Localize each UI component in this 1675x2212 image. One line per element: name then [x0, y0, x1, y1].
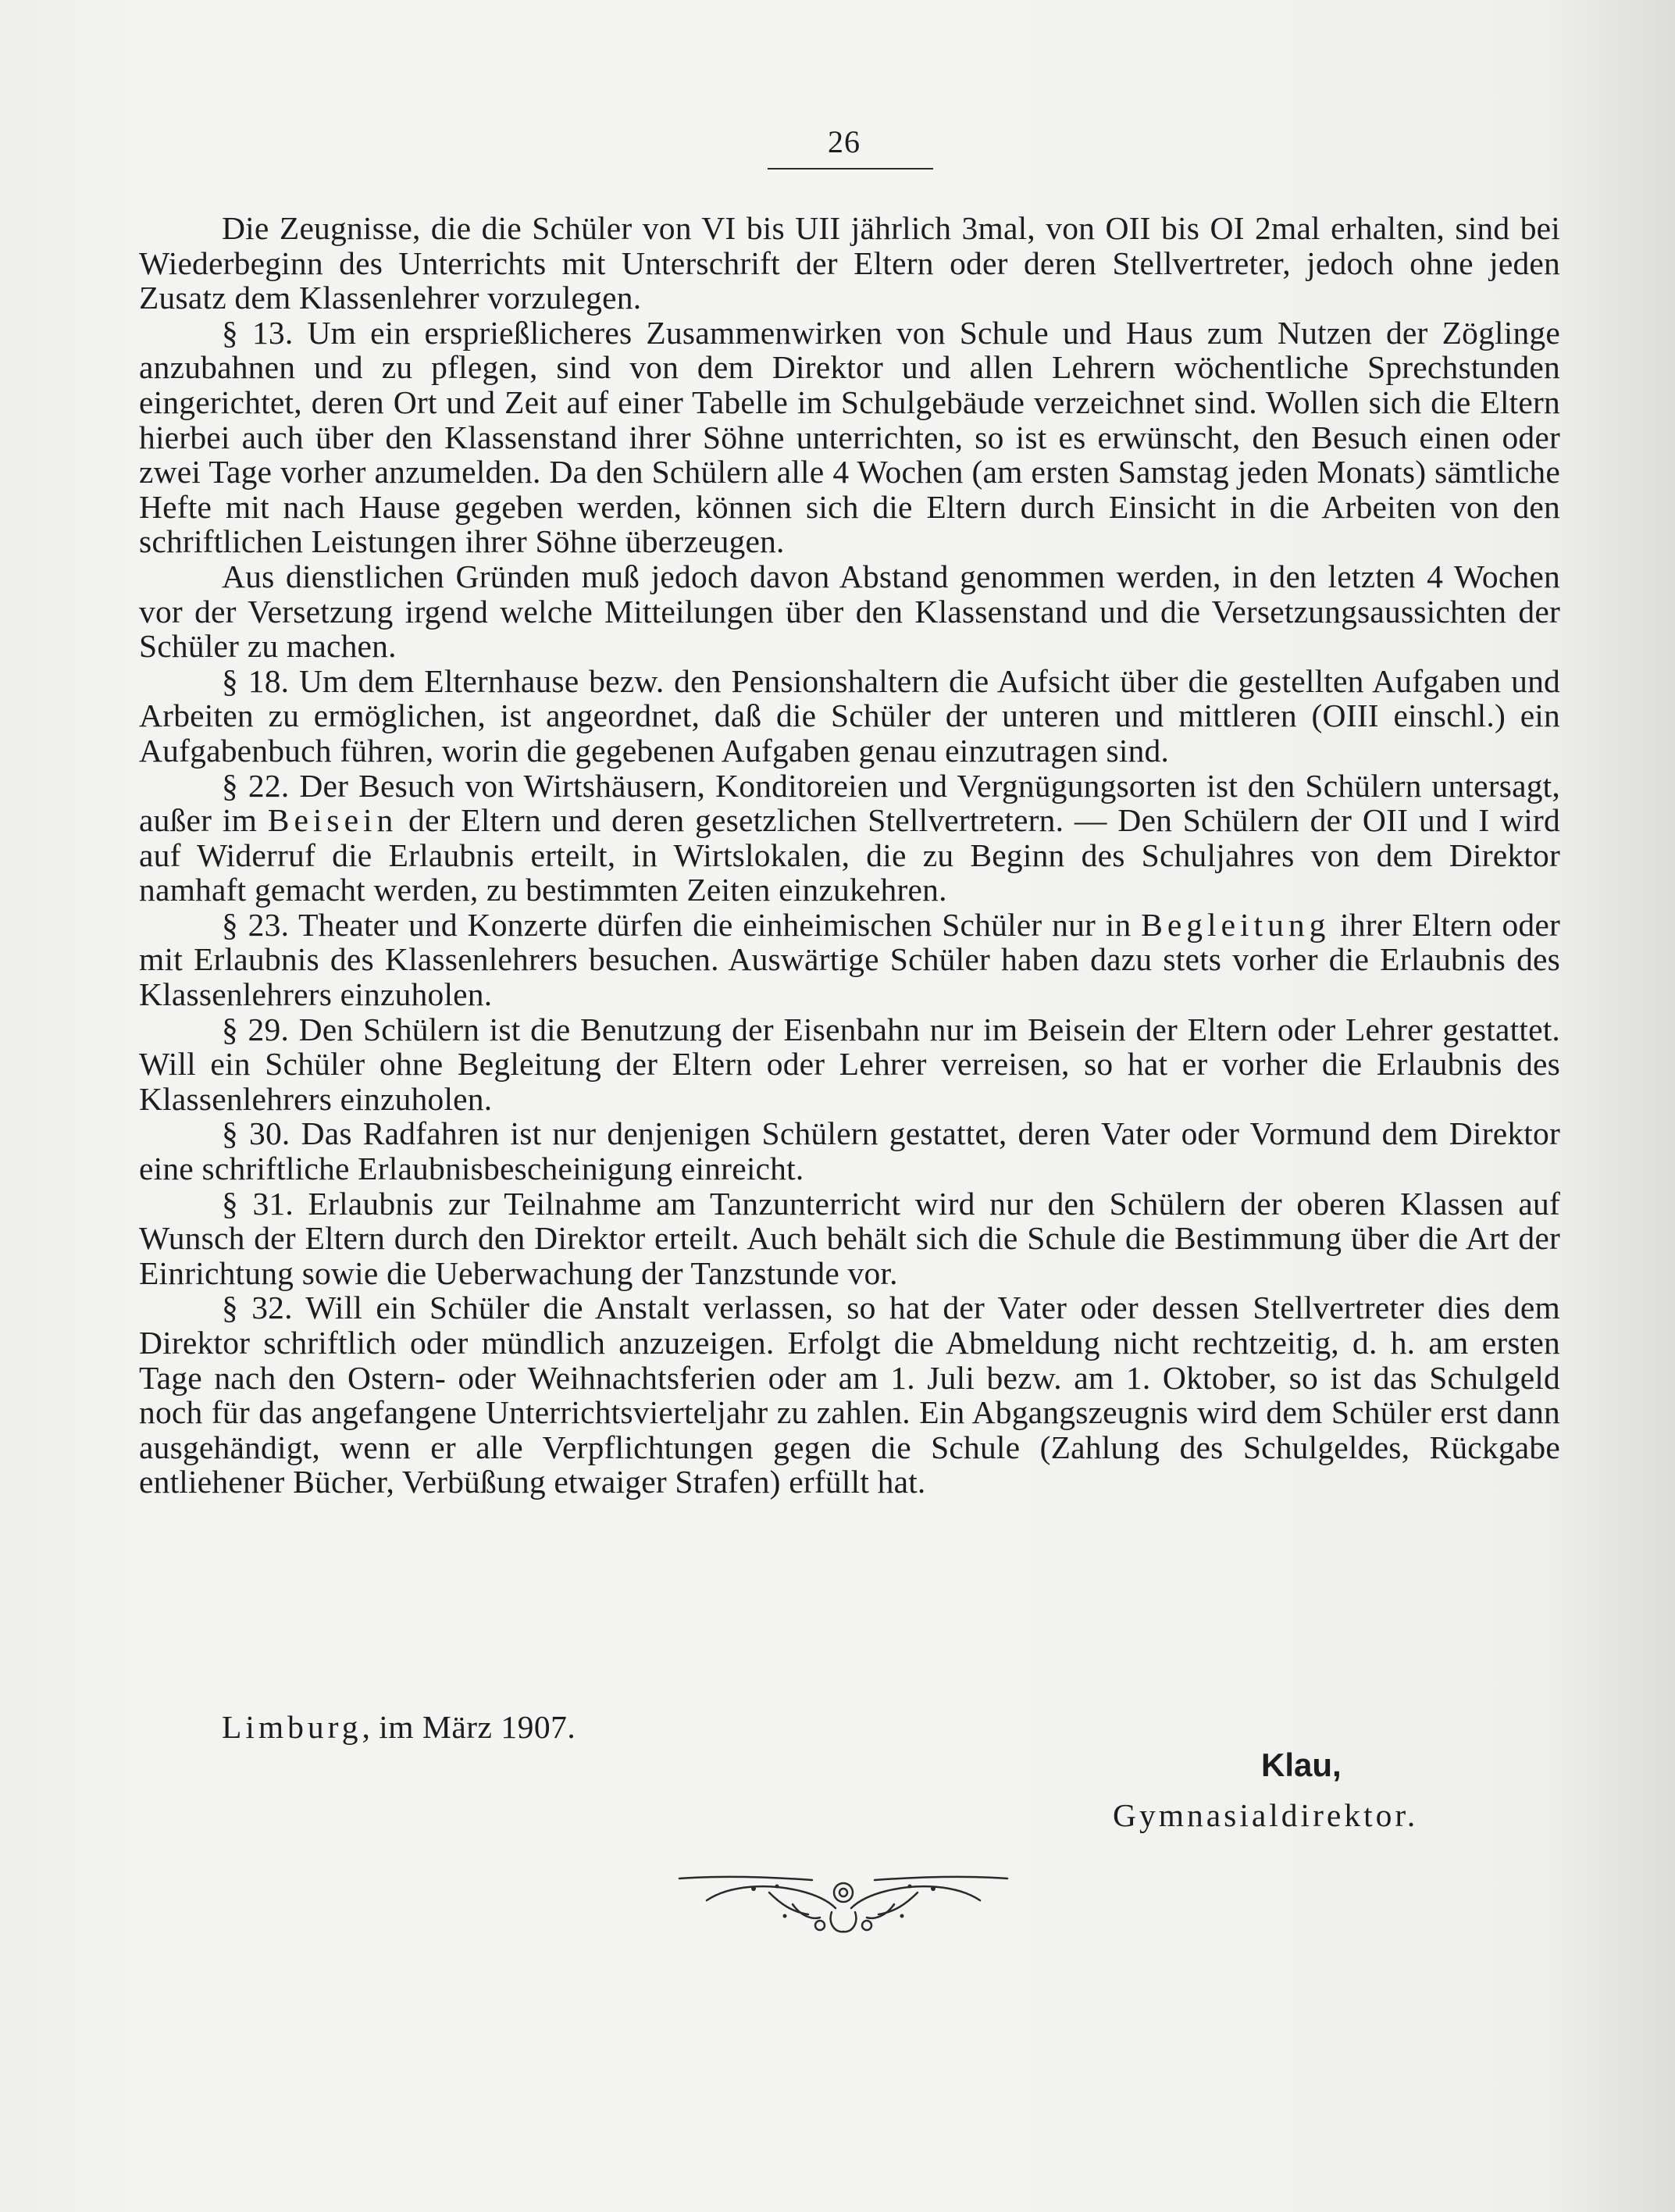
paragraph-par-29: [139, 1012, 1560, 1117]
paragraph-text: § 29. Den Schülern ist die Benutzung der Eisenbahn nur im Beisein der Eltern oder Lehrer gestattet. Will ein Schüler ohne Begleitung der Eltern oder Lehrer verreisen, so hat er vorher die Erlaubnis des Klassenlehrers einzuholen.: [139, 1011, 1560, 1117]
emphasis-text: Begleitung: [1141, 906, 1331, 943]
paragraph-text: Die Zeugnisse, die die Schüler von VI bis UII jährlich 3mal, von OII bis OI 2mal erhalten, sind bei Wiederbeginn des Unterrichts mit Unterschrift der Eltern oder deren Stellvertreter, jedoch ohne jeden Zusatz dem Klassenlehrer vorzulegen.: [139, 210, 1560, 316]
header-rule: [768, 168, 933, 169]
body-text: [139, 211, 1560, 1500]
paragraph-par-13: [139, 316, 1560, 559]
paragraph-text: § 13. Um ein ersprießlicheres Zusammenwirken von Schule und Haus zum Nutzen der Zöglinge anzubahnen und zu pflegen, sind von dem Direktor und allen Lehrern wöchentliche Sprechstunden eingerichtet, deren Ort und Zeit auf einer Tabelle im Schulgebäude verzeichnet sind. Wollen sich die Eltern hierbei auch über den Klassenstand ihrer Söhne unterrichten, so ist es erwünscht, den Besuch einen oder zwei Tage vorher anzumelden. Da den Schülern alle 4 Wochen (am ersten Samstag jeden Monats) sämtliche Hefte mit nach Hause gegeben werden, können sich die Eltern durch Einsicht in die Arbeiten von den schriftlichen Leistungen ihrer Söhne überzeugen.: [139, 314, 1560, 560]
closing-line: [222, 1708, 576, 1746]
paragraph-text: § 31. Erlaubnis zur Teilnahme am Tanzunterricht wird nur den Schülern der oberen Klassen auf Wunsch der Eltern durch den Direktor erteilt. Auch behält sich die Schule die Bestimmung über die Art der Einrichtung sowie die Ueberwachung der Tanzstunde vor.: [139, 1185, 1560, 1291]
signature-name: Klau,: [1261, 1746, 1342, 1783]
emphasis-text: Beisein: [267, 802, 398, 839]
signature-title: Gymnasialdirektor.: [1113, 1797, 1419, 1833]
paragraph-par-32: [139, 1290, 1560, 1500]
paragraph-par-18: [139, 664, 1560, 769]
paragraph-text: § 23. Theater und Konzerte dürfen die einheimischen Schüler nur in: [222, 906, 1142, 943]
paragraph-par-23: [139, 908, 1560, 1012]
paragraph-par-31: [139, 1186, 1560, 1291]
paragraph-par-22: [139, 769, 1560, 908]
paragraph-text: § 30. Das Radfahren ist nur denjenigen Schülern gestattet, deren Vater oder Vormund dem Direktor eine schriftliche Erlaubnisbescheinigung einreicht.: [139, 1115, 1560, 1187]
paragraph-text: § 18. Um dem Elternhause bezw. den Pensionshaltern die Aufsicht über die gestellten Aufgaben und Arbeiten zu ermöglichen, ist angeordnet, daß die Schüler der unteren und mittleren (OIII einschl.) ein Aufgabenbuch führen, worin die gegebenen Aufgaben genau einzutragen sind.: [139, 662, 1560, 769]
paragraph-text: § 32. Will ein Schüler die Anstalt verlassen, so hat der Vater oder dessen Stellvertreter dies dem Direktor schriftlich oder mündlich anzuzeigen. Erfolgt die Abmeldung nicht rechtzeitig, d. h. am ersten Tage nach den Ostern- oder Weihnachtsferien oder am 1. Juli bezw. am 1. Oktober, so ist das Schulgeld noch für das angefangene Unterrichtsvierteljahr zu zahlen. Ein Abgangszeugnis wird dem Schüler erst dann ausgehändigt, wenn er alle Verpflichtungen gegen die Schule (Zahlung des Schulgeldes, Rückgabe entliehener Bücher, Verbüßung etwaiger Strafen) erfüllt hat.: [139, 1290, 1560, 1500]
paragraph-zeugnisse: [139, 211, 1560, 316]
paragraph-par-30: [139, 1116, 1560, 1186]
paragraph-text: Aus dienstlichen Gründen muß jedoch davon Abstand genommen werden, in den letzten 4 Wochen vor der Versetzung irgend welche Mitteilungen über den Klassenstand und die Versetzungsaussichten der Schüler zu machen.: [139, 558, 1560, 665]
paragraph-text: ihrer Eltern oder mit Erlaubnis des Klassenlehrers besuchen. Auswärtige Schüler haben dazu stets vorher die Erlaubnis des Klassenlehrers einzuholen.: [139, 906, 1560, 1013]
paragraph-text: der Eltern und deren gesetzlichen Stellvertretern. — Den Schülern der OII und I wird auf Widerruf die Erlaubnis erteilt, in Wirtslokalen, die zu Beginn des Schuljahres von dem Direktor namhaft gemacht werden, zu bestimmten Zeiten einzukehren.: [139, 802, 1560, 908]
paragraph-dienstlich: [139, 559, 1560, 664]
paragraph-text: § 22. Der Besuch von Wirtshäusern, Konditoreien und Vergnügungsorten ist den Schülern untersagt, außer im: [139, 767, 1560, 839]
closing-date: , im März 1907.: [362, 1709, 576, 1745]
closing-place: Limburg: [222, 1709, 362, 1745]
page-number: 26: [828, 124, 861, 159]
ornament-flourish-icon: [675, 1869, 1011, 1943]
